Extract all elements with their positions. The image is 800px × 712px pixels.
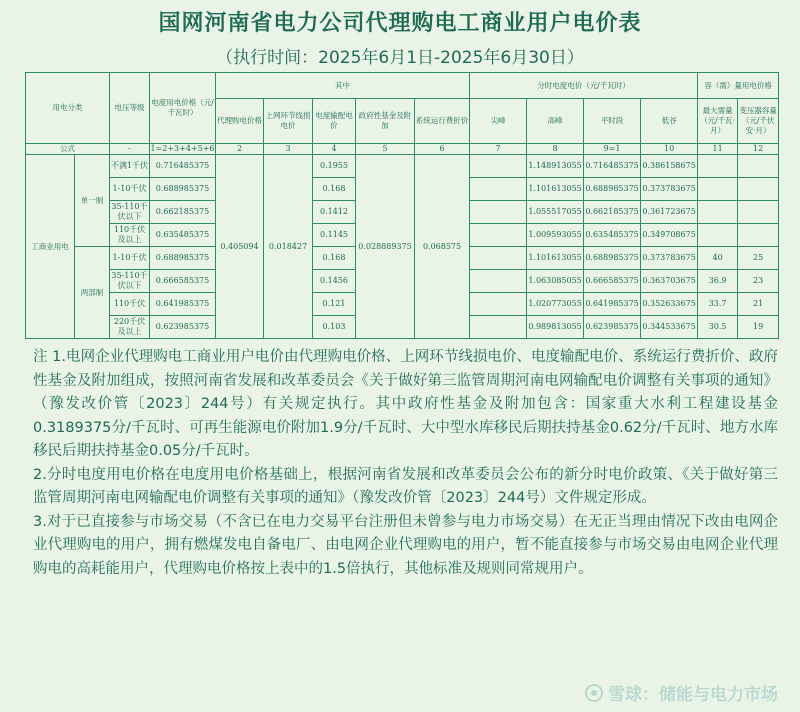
sharp-cell: [470, 316, 527, 339]
voltage-cell: 110千伏: [110, 293, 150, 316]
header-of-which: 其中: [216, 73, 470, 99]
price-cell: 0.662185375: [150, 201, 216, 224]
snowball-logo-icon: [584, 683, 604, 708]
valley-cell: 0.361723675: [641, 201, 698, 224]
transmission-cell: 0.103: [313, 316, 356, 339]
peak-cell: 0.989813055: [527, 316, 584, 339]
transmission-cell: 0.1145: [313, 224, 356, 247]
header-price: 电度用电价格（元/千瓦时）: [150, 73, 216, 144]
peak-cell: 1.101613055: [527, 247, 584, 270]
watermark: [584, 680, 778, 708]
transmission-cell: 0.1412: [313, 201, 356, 224]
peak-cell: 1.009593055: [527, 224, 584, 247]
transformer-cell: [738, 178, 779, 201]
category-cell: 工商业用电: [26, 155, 75, 339]
valley-cell: 0.373783675: [641, 178, 698, 201]
price-cell: 0.688985375: [150, 178, 216, 201]
transformer-cell: [738, 155, 779, 178]
price-cell: 0.641985375: [150, 293, 216, 316]
valley-cell: 0.349708675: [641, 224, 698, 247]
transmission-cell: 0.1955: [313, 155, 356, 178]
header-sharp: 尖峰: [470, 99, 527, 144]
notes-section: [33, 346, 778, 581]
sharp-cell: [470, 270, 527, 293]
valley-cell: 0.352633675: [641, 293, 698, 316]
header-max-demand: 最大需量（元/千瓦·月）: [698, 99, 738, 144]
header-category: 用电分类: [26, 73, 110, 144]
formula-c3: 3: [264, 144, 313, 155]
formula-c5: 5: [356, 144, 415, 155]
transformer-cell: 25: [738, 247, 779, 270]
page-title: 国网河南省电力公司代理购电工商业用户电价表: [158, 11, 642, 36]
transformer-cell: 23: [738, 270, 779, 293]
sharp-cell: [470, 155, 527, 178]
max-demand-cell: [698, 201, 738, 224]
peak-cell: 1.055517055: [527, 201, 584, 224]
formula-c2: 2: [216, 144, 264, 155]
header-peak: 高峰: [527, 99, 584, 144]
header-transformer: 变压器容量（元/千伏安·月）: [738, 99, 779, 144]
table-row: [26, 155, 779, 178]
voltage-cell: 35-110千伏以下: [110, 270, 150, 293]
price-cell: 0.716485375: [150, 155, 216, 178]
valley-cell: 0.373783675: [641, 247, 698, 270]
price-cell: 0.688985375: [150, 247, 216, 270]
watermark-text: 雪球：储能与电力市场: [608, 685, 778, 705]
page-subtitle: （执行时间：2025年6月1日-2025年6月30日）: [216, 48, 584, 68]
formula-c10: 10: [641, 144, 698, 155]
max-demand-cell: 36.9: [698, 270, 738, 293]
note-3: 3.对于已直接参与市场交易（不含已在电力交易平台注册但未曾参与电力市场交易）在无正当理由情况下改由电网企业代理购电的用户，拥有燃煤发电自备电厂、由电网企业代理购电的用户，暂不能直接参与市场交易由电网企业代理购电的高耗能用户，代理购电价格按上表中的1.5倍执行，其他标准及规则同常规用户。: [33, 513, 778, 577]
sharp-cell: [470, 178, 527, 201]
valley-cell: 0.344533675: [641, 316, 698, 339]
flat-cell: 0.688985375: [584, 247, 641, 270]
formula-c4: 4: [313, 144, 356, 155]
header-transmission: 电度输配电价: [313, 99, 356, 144]
transformer-cell: 19: [738, 316, 779, 339]
formula-c12: 12: [738, 144, 779, 155]
sharp-cell: [470, 224, 527, 247]
system-fee-cell: 0.068575: [415, 155, 470, 339]
formula-c7: 7: [470, 144, 527, 155]
transmission-cell: 0.168: [313, 247, 356, 270]
transmission-cell: 0.1456: [313, 270, 356, 293]
voltage-cell: 1-10千伏: [110, 178, 150, 201]
voltage-cell: 1-10千伏: [110, 247, 150, 270]
transformer-cell: 21: [738, 293, 779, 316]
peak-cell: 1.020773055: [527, 293, 584, 316]
peak-cell: 1.063085055: [527, 270, 584, 293]
formula-c11: 11: [698, 144, 738, 155]
sharp-cell: [470, 247, 527, 270]
header-system-fee: 系统运行费折价: [415, 99, 470, 144]
formula-c8: 8: [527, 144, 584, 155]
single-part-cell: 单一制: [75, 155, 110, 247]
formula-c6: 6: [415, 144, 470, 155]
two-part-cell: 两部制: [75, 247, 110, 339]
max-demand-cell: 40: [698, 247, 738, 270]
formula-voltage: -: [110, 144, 150, 155]
transformer-cell: [738, 224, 779, 247]
header-capacity-group: 容（需）量用电价格: [698, 73, 779, 99]
transmission-cell: 0.121: [313, 293, 356, 316]
max-demand-cell: [698, 224, 738, 247]
formula-c9: 9=1: [584, 144, 641, 155]
max-demand-cell: [698, 155, 738, 178]
note-1: 注 1.电网企业代理购电工商业用户电价由代理购电价格、上网环节线损电价、电度输配电价、系统运行费折价、政府性基金及附加组成，按照河南省发展和改革委员会《关于做好第三监管周期河南电网输配电价调整有关事项的通知》（豫发改价管〔2023〕244号）有关规定执行。其中政府性基金及附加包含：国家重大水利工程建设基金0.3189375分/千瓦时、可再生能源电价附加1.9分/千瓦时、大中型水库移民后期扶持基金0.62分/千瓦时、地方水库移民后期扶持基金0.05分/千瓦时。: [33, 349, 778, 459]
header-line-loss: 上网环节线损电价: [264, 99, 313, 144]
voltage-cell: 不满1千伏: [110, 155, 150, 178]
line-loss-cell: 0.018427: [264, 155, 313, 339]
flat-cell: 0.635485375: [584, 224, 641, 247]
formula-price: 1=2+3+4+5+6: [150, 144, 215, 153]
max-demand-cell: 30.5: [698, 316, 738, 339]
max-demand-cell: 33.7: [698, 293, 738, 316]
transformer-cell: [738, 201, 779, 224]
header-tou-group: 分时电度电价（元/千瓦时）: [470, 73, 698, 99]
flat-cell: 0.641985375: [584, 293, 641, 316]
flat-cell: 0.666585375: [584, 270, 641, 293]
header-voltage: 电压等级: [110, 73, 150, 144]
voltage-cell: 110千伏及以上: [110, 224, 150, 247]
price-cell: 0.666585375: [150, 270, 216, 293]
header-agent-price: 代理购电价格: [216, 99, 264, 144]
flat-cell: 0.662185375: [584, 201, 641, 224]
header-valley: 低谷: [641, 99, 698, 144]
transmission-cell: 0.168: [313, 178, 356, 201]
voltage-cell: 220千伏及以上: [110, 316, 150, 339]
tariff-table: [25, 72, 779, 339]
price-cell: 0.635485375: [150, 224, 216, 247]
header-fund: 政府性基金及附加: [356, 99, 415, 144]
peak-cell: 1.101613055: [527, 178, 584, 201]
fund-cell: 0.028889375: [356, 155, 415, 339]
flat-cell: 0.716485375: [584, 155, 641, 178]
max-demand-cell: [698, 178, 738, 201]
flat-cell: 0.623985375: [584, 316, 641, 339]
voltage-cell: 35-110千伏以下: [110, 201, 150, 224]
note-2: 2.分时电度用电价格在电度用电价格基础上，根据河南省发展和改革委员会公布的新分时电价政策、《关于做好第三监管周期河南电网输配电价调整有关事项的通知》（豫发改价管〔2023〕244号）文件规定形成。: [33, 466, 778, 506]
formula-label: 公式: [26, 144, 110, 155]
peak-cell: 1.148913055: [527, 155, 584, 178]
agent-price-cell: 0.405094: [216, 155, 264, 339]
flat-cell: 0.688985375: [584, 178, 641, 201]
valley-cell: 0.363703675: [641, 270, 698, 293]
header-flat: 平时段: [584, 99, 641, 144]
price-cell: 0.623985375: [150, 316, 216, 339]
valley-cell: 0.386158675: [641, 155, 698, 178]
sharp-cell: [470, 293, 527, 316]
sharp-cell: [470, 201, 527, 224]
